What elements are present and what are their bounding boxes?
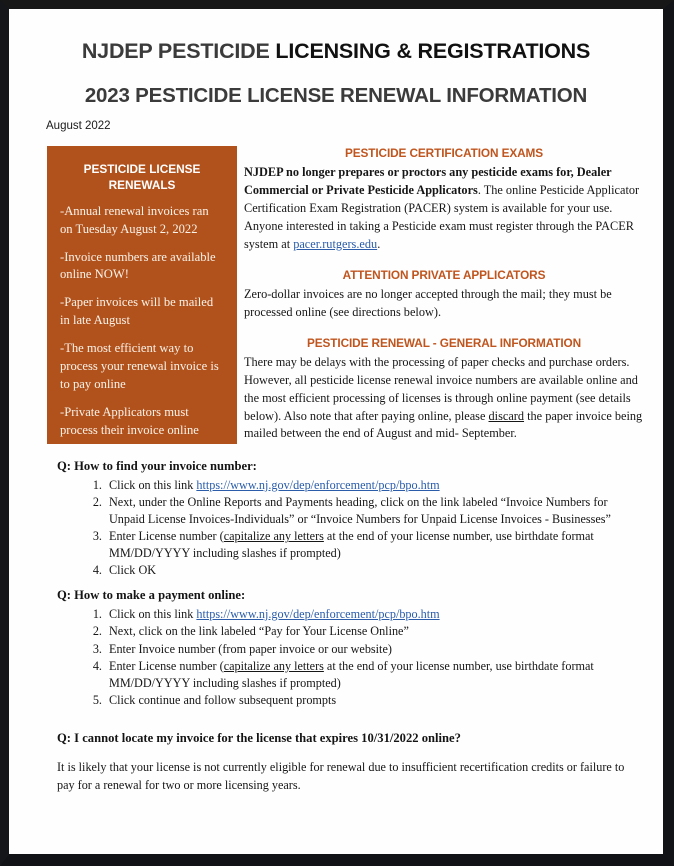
qa-section [9, 459, 663, 794]
steps-find-invoice-number [57, 477, 631, 579]
list-item [105, 494, 631, 527]
step-text: Click continue and follow subsequent prompts [109, 693, 337, 708]
section-body-certification-exams [244, 164, 644, 254]
section-body-private-applicators: Zero-dollar invoices are no longer accepted through the mail; they must be processed online (see directions below). [244, 286, 612, 319]
step-text: Enter License number ( [109, 529, 224, 544]
callout-item-4: -Private Applicators must process their invoice online [60, 404, 199, 437]
callout-title: PESTICIDE LICENSE RENEWALS [83, 162, 201, 192]
page-title [9, 39, 663, 64]
page-subtitle: 2023 PESTICIDE LICENSE RENEWAL INFORMATION [84, 84, 588, 107]
exams-bold-lead: NJDEP no longer prepares or proctors any pesticide exams for, Dealer Commercial or Private Pesticide Applicators [244, 165, 612, 197]
pesticide-license-renewals-callout [47, 146, 237, 444]
step-text: Enter License number ( [109, 659, 224, 674]
step-emphasis: capitalize any letters [223, 529, 324, 544]
section-body-general-information [244, 354, 644, 444]
page-title-prefix: NJDEP PESTICIDE [81, 39, 276, 63]
section-heading-certification-exams: PESTICIDE CERTIFICATION EXAMS [344, 146, 544, 160]
question-cannot-locate-invoice-block [57, 731, 631, 795]
step-text: Click OK [109, 563, 157, 578]
question-find-invoice-number: Q: How to find your invoice number: [57, 459, 257, 473]
callout-item-1: -Invoice numbers are available online NOW! [60, 249, 216, 282]
question-make-payment-online: Q: How to make a payment online: [57, 587, 246, 602]
question-cannot-locate-invoice: Q: I cannot locate my invoice for the license that expires 10/31/2022 online? [57, 730, 461, 745]
right-column [244, 146, 644, 443]
list-item [105, 562, 631, 578]
general-info-text-2: the paper invoice being mailed between the end of August and mid- September. [244, 408, 643, 441]
pacer-rutgers-link[interactable]: pacer.rutgers.edu [293, 236, 378, 251]
document-header [9, 9, 663, 108]
step-text-tail: at the end of your license number, use birthdate format MM/DD/YYYY including slashes if prompted) [109, 659, 594, 690]
list-item [105, 606, 631, 622]
step-text: Next, under the Online Reports and Payments heading, click on the link labeled “Invoice Numbers for Unpaid License Invoices-Individuals” or “Invoice Numbers for Unpaid License Invoices - Businesses” [109, 495, 611, 526]
bpo-link[interactable]: https://www.nj.gov/dep/enforcement/pcp/bpo.htm [196, 478, 440, 492]
steps-make-payment-online [57, 606, 631, 709]
step-text: Enter Invoice number (from paper invoice or our website) [109, 641, 392, 656]
callout-item-2: -Paper invoices will be mailed in late August [60, 295, 214, 328]
list-item [105, 623, 631, 639]
list-item [105, 528, 631, 561]
list-item [105, 477, 631, 493]
answer-cannot-locate-invoice: It is likely that your license is not currently eligible for renewal due to insufficient recertification credits or failure to pay for a renewal for two or more licensing years. [57, 759, 625, 792]
document-page [9, 9, 663, 854]
list-item [105, 692, 631, 708]
document-date: August 2022 [46, 120, 111, 132]
step-text: Click on this link [109, 606, 197, 621]
document-body-columns [9, 146, 663, 451]
callout-item-3: -The most efficient way to process your renewal invoice is to pay online [60, 341, 219, 391]
section-heading-general-information: PESTICIDE RENEWAL - GENERAL INFORMATION [307, 335, 581, 350]
callout-item-0: -Annual renewal invoices ran on Tuesday August 2, 2022 [60, 203, 209, 236]
general-info-text-1: There may be delays with the processing of paper checks and purchase orders. However, all pesticide license renewal invoice numbers are available online and the most efficient processing of licenses is through online payment (see details below). Also note that after paying online, please [244, 354, 638, 423]
step-emphasis: capitalize any letters [223, 659, 324, 674]
step-text: Click on this link [109, 478, 197, 492]
exams-body-text-1: . The online Pesticide Applicator Certification Exam Registration (PACER) system is available for your use. Anyone interested in taking a Pesticide exam must register through the PACER system at [244, 182, 640, 251]
list-item [105, 641, 631, 657]
exams-body-text-2: . [377, 236, 381, 251]
step-text-tail: at the end of your license number, use birthdate format MM/DD/YYYY including slashes if prompted) [109, 529, 594, 560]
bpo-link[interactable]: https://www.nj.gov/dep/enforcement/pcp/bpo.htm [196, 606, 440, 621]
list-item [105, 658, 631, 691]
step-text: Next, click on the link labeled “Pay for Your License Online” [109, 624, 409, 639]
general-info-discard-emphasis: discard [488, 408, 525, 423]
page-title-emphasis: LICENSING & REGISTRATIONS [275, 39, 591, 63]
section-heading-private-applicators: ATTENTION PRIVATE APPLICATORS [342, 267, 546, 282]
